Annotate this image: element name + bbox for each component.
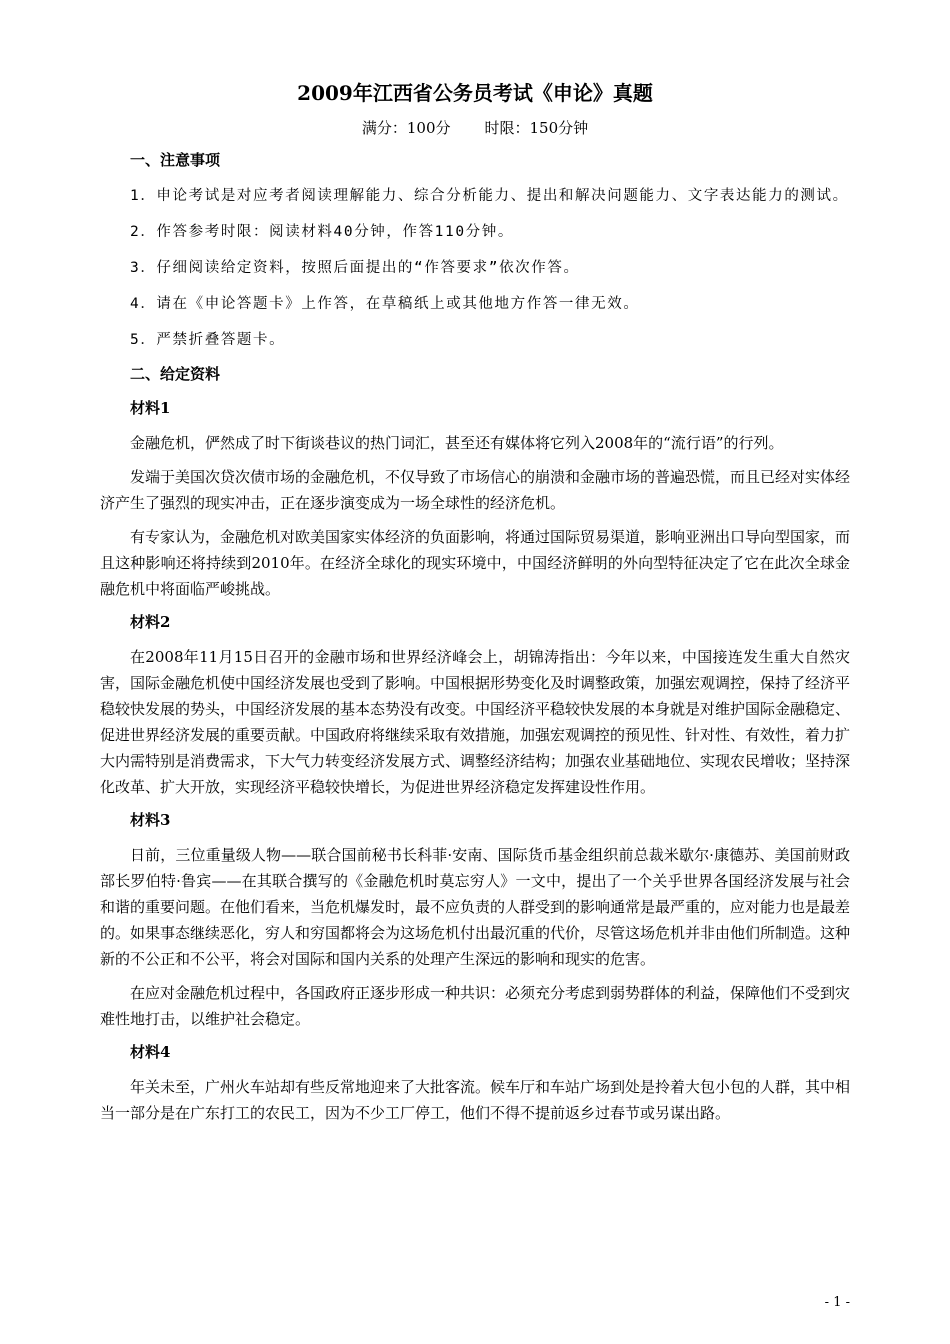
material-paragraph: 有专家认为，金融危机对欧美国家实体经济的负面影响，将通过国际贸易渠道，影响亚洲出口导向型国家，而且这种影响还将持续到2010年。在经济全球化的现实环境中，中国经济鲜明的外向型特征决定了它在此次全球金融危机中将面临严峻挑战。 [100,528,851,598]
full-score: 满分：100分 [361,119,451,137]
section-materials-heading: 二、给定资料 [130,365,221,383]
exam-meta [100,116,850,140]
document-body [100,78,850,1134]
page-title: 2009年江西省公务员考试《申论》真题 [297,81,653,105]
material-label: 材料3 [130,811,171,829]
material-paragraph: 年关未至，广州火车站却有些反常地迎来了大批客流。候车厅和车站广场到处是拎着大包小包的人群，其中相当一部分是在广东打工的农民工，因为不少工厂停工，他们不得不提前返乡过春节或另谋出路。 [100,1078,851,1122]
material-label: 材料1 [130,399,171,417]
page-number: - 1 - [824,1295,850,1310]
note-item: 5．严禁折叠答题卡。 [130,332,286,348]
section-notes-heading: 一、注意事项 [130,151,221,169]
material-paragraph: 在应对金融危机过程中，各国政府正逐步形成一种共识：必须充分考虑到弱势群体的利益，保障他们不受到灾难性地打击，以维护社会稳定。 [100,984,851,1028]
material-paragraph: 金融危机，俨然成了时下街谈巷议的热门词汇，甚至还有媒体将它列入2008年的“流行语”的行列。 [130,434,784,452]
notes-list [100,182,850,354]
note-item: 1．申论考试是对应考者阅读理解能力、综合分析能力、提出和解决问题能力、文字表达能力的测试。 [130,188,849,204]
note-item: 3．仔细阅读给定资料，按照后面提出的“作答要求”依次作答。 [130,260,580,276]
material-label: 材料2 [130,613,171,631]
note-item: 4．请在《申论答题卡》上作答，在草稿纸上或其他地方作答一律无效。 [130,296,640,312]
time-limit: 时限：150分钟 [484,119,589,137]
material-label: 材料4 [130,1043,171,1061]
material-paragraph: 日前，三位重量级人物——联合国前秘书长科菲·安南、国际货币基金组织前总裁米歇尔·康德苏、美国前财政部长罗伯特·鲁宾——在其联合撰写的《金融危机时莫忘穷人》一文中，提出了一个关乎世界各国经济发展与社会和谐的重要问题。在他们看来，当危机爆发时，最不应负责的人群受到的影响通常是最严重的，应对能力也是最差的。如果事态继续恶化，穷人和穷国都将会为这场危机付出最沉重的代价，尽管这场危机并非由他们所制造。这种新的不公正和不公平，将会对国际和国内关系的处理产生深远的影响和现实的危害。 [100,846,851,968]
material-paragraph: 发端于美国次贷次债市场的金融危机，不仅导致了市场信心的崩溃和金融市场的普遍恐慌，而且已经对实体经济产生了强烈的现实冲击，正在逐步演变成为一场全球性的经济危机。 [100,468,851,512]
note-item: 2．作答参考时限：阅读材料40分钟，作答110分钟。 [130,224,514,240]
material-paragraph: 在2008年11月15日召开的金融市场和世界经济峰会上，胡锦涛指出：今年以来，中国接连发生重大自然灾害，国际金融危机使中国经济发展也受到了影响。中国根据形势变化及时调整政策，加强宏观调控，保持了经济平稳较快发展的势头，中国经济发展的基本态势没有改变。中国经济平稳较快发展的本身就是对维护国际金融稳定、促进世界经济发展的重要贡献。中国政府将继续采取有效措施，加强宏观调控的预见性、针对性、有效性，着力扩大内需特别是消费需求，下大气力转变经济发展方式、调整经济结构；加强农业基础地位、实现农民增收；坚持深化改革、扩大开放，实现经济平稳较快增长，为促进世界经济稳定发挥建设性作用。 [100,648,851,796]
